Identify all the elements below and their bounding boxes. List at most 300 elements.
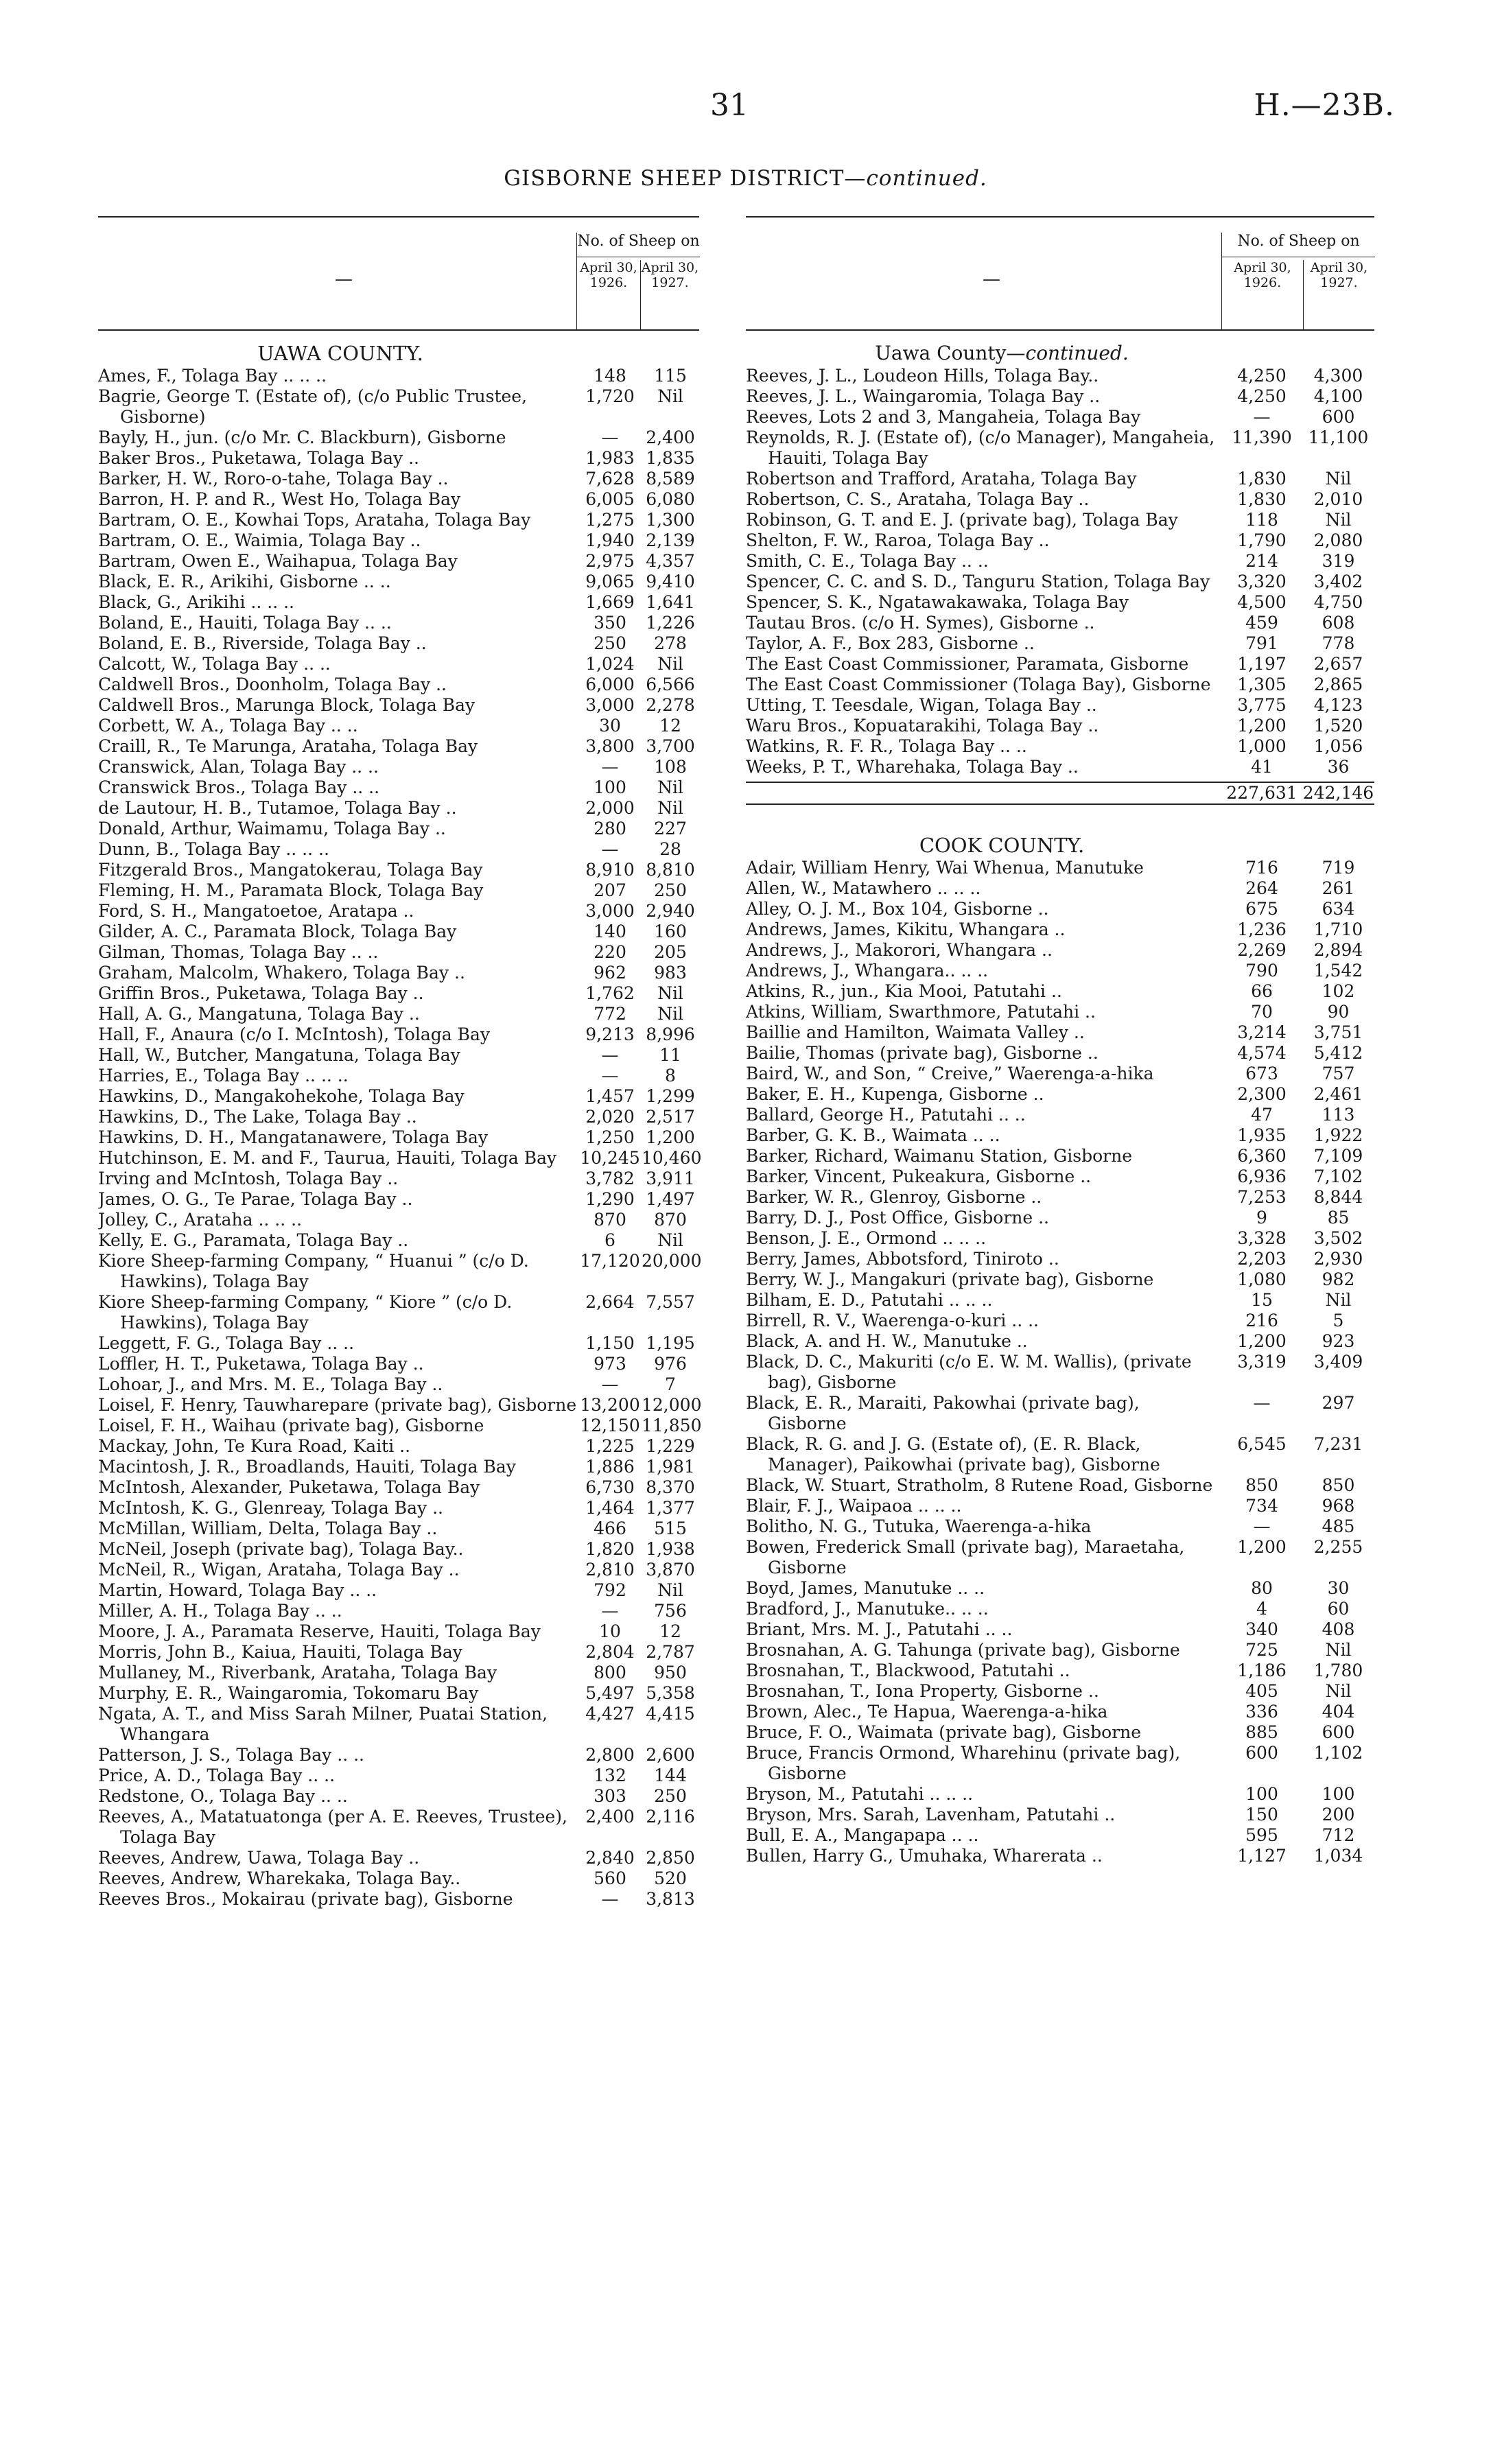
owner-name: Price, A. D., Tolaga Bay .. .. [98, 1765, 336, 1785]
owner-name: Hall, W., Butcher, Mangatuna, Tolaga Bay [98, 1045, 460, 1065]
table-row [746, 386, 1374, 407]
sheep-1927: 719 [1322, 858, 1355, 878]
table-row [98, 551, 699, 572]
owner-name: Graham, Malcolm, Whakero, Tolaga Bay .. [98, 963, 465, 983]
sheep-1926: 1,820 [585, 1539, 635, 1559]
owner-name: Reeves, J. L., Loudeon Hills, Tolaga Bay.. [746, 366, 1099, 386]
sheep-1926: 3,320 [1237, 572, 1287, 591]
table-row [98, 880, 699, 901]
owner-name: Donald, Arthur, Waimamu, Tolaga Bay .. [98, 819, 446, 838]
table-row [746, 757, 1374, 777]
sheep-1927: 485 [1322, 1516, 1355, 1536]
table-row [746, 878, 1374, 899]
sheep-count-label: No. of Sheep on [1237, 233, 1360, 250]
sheep-1927: 950 [654, 1663, 687, 1682]
sheep-1926: 1,127 [1237, 1846, 1287, 1866]
owner-name: Bryson, Mrs. Sarah, Lavenham, Patutahi .. [746, 1805, 1116, 1824]
sheep-1927: 2,010 [1313, 489, 1363, 509]
sheep-1926: 2,000 [585, 798, 635, 818]
sheep-1927: 8 [665, 1066, 676, 1086]
sheep-1926: 673 [1245, 1064, 1278, 1083]
table-row [98, 1745, 699, 1765]
header-dash: — [983, 269, 1000, 290]
owner-name: Moore, J. A., Paramata Reserve, Hauiti, Tolaga Bay [98, 1621, 541, 1641]
sheep-1927: Nil [657, 386, 683, 406]
table-row [746, 1105, 1374, 1125]
owner-name: Ford, S. H., Mangatoetoe, Aratapa .. [98, 901, 414, 921]
sheep-1926: 15 [1251, 1290, 1273, 1310]
owner-name: Irving and McIntosh, Tolaga Bay .. [98, 1169, 399, 1188]
sheep-1926: 3,319 [1237, 1352, 1287, 1372]
sheep-1927: 4,415 [646, 1704, 695, 1724]
owner-name: Taylor, A. F., Box 283, Gisborne .. [746, 633, 1035, 653]
table-row [746, 981, 1374, 1002]
owner-name: Caldwell Bros., Doonholm, Tolaga Bay .. [98, 674, 447, 694]
sheep-1926: 459 [1245, 613, 1278, 633]
owner-name: Reeves, A., Matatuatonga (per A. E. Reeves, Trustee), Tolaga Bay [98, 1807, 567, 1847]
sheep-1926: 9 [1256, 1208, 1267, 1228]
sheep-1927: 2,139 [646, 530, 695, 550]
owner-name: Loffler, H. T., Puketawa, Tolaga Bay .. [98, 1354, 424, 1374]
sheep-1926: 1,186 [1237, 1661, 1287, 1680]
sheep-1927: Nil [657, 1004, 683, 1024]
sheep-1926: 885 [1245, 1722, 1278, 1742]
table-row [746, 551, 1374, 572]
sheep-1926: 214 [1245, 551, 1278, 571]
sheep-1926: 6,360 [1237, 1146, 1287, 1166]
owner-name: Robertson and Trafford, Arataha, Tolaga Bay [746, 469, 1137, 489]
sheep-1927: 7,557 [646, 1292, 695, 1312]
owner-name: Murphy, E. R., Waingaromia, Tokomaru Bay [98, 1683, 479, 1703]
table-row [746, 1311, 1374, 1331]
col-1926: April 30, 1926. [580, 260, 637, 290]
sheep-1927: 1,981 [646, 1457, 695, 1477]
right-table-header [746, 216, 1374, 331]
owner-name: Robinson, G. T. and E. J. (private bag), Tolaga Bay [746, 510, 1178, 530]
sheep-1927: 11 [659, 1045, 681, 1065]
sheep-1927: 520 [654, 1868, 687, 1888]
owner-name: Barker, Vincent, Pukeakura, Gisborne .. [746, 1166, 1092, 1186]
sheep-1927: 634 [1322, 899, 1355, 919]
table-row [746, 1228, 1374, 1249]
sheep-1927: 278 [654, 633, 687, 653]
table-row [98, 1086, 699, 1107]
sheep-1926: 2,840 [585, 1848, 635, 1868]
sheep-1927: Nil [1325, 469, 1352, 489]
sheep-1926: 1,762 [585, 983, 635, 1003]
sheep-1927: Nil [657, 1580, 683, 1600]
left-column [98, 216, 702, 1910]
owner-name: Dunn, B., Tolaga Bay .. .. .. [98, 839, 329, 859]
table-row [98, 530, 699, 551]
sheep-1926: — [601, 839, 619, 859]
sheep-1926: 6 [604, 1230, 615, 1250]
sheep-1926: — [601, 1889, 619, 1909]
table-row [746, 1352, 1374, 1393]
sheep-1927: 8,589 [646, 469, 695, 489]
owner-name: Shelton, F. W., Raroa, Tolaga Bay .. [746, 530, 1050, 550]
owner-name: de Lautour, H. B., Tutamoe, Tolaga Bay .. [98, 798, 457, 818]
sheep-1927: 113 [1322, 1105, 1355, 1125]
table-row [98, 819, 699, 839]
table-row [98, 1045, 699, 1066]
owner-name: Gilder, A. C., Paramata Block, Tolaga Bay [98, 922, 457, 941]
owner-name: Spencer, C. C. and S. D., Tanguru Station, Tolaga Bay [746, 572, 1210, 591]
owner-name: Bartram, Owen E., Waihapua, Tolaga Bay [98, 551, 458, 571]
owner-name: Jolley, C., Arataha .. .. .. [98, 1210, 303, 1230]
table-row [98, 1477, 699, 1498]
table-row [746, 1393, 1374, 1434]
section-continued: continued. [1025, 342, 1129, 364]
owner-name: Hutchinson, E. M. and F., Taurua, Hauiti, Tolaga Bay [98, 1148, 557, 1168]
owner-name: Harries, E., Tolaga Bay .. .. .. [98, 1066, 349, 1086]
owner-name: Calcott, W., Tolaga Bay .. .. [98, 654, 331, 674]
sheep-1926: 207 [594, 880, 626, 900]
col-1927: April 30, 1927. [641, 260, 699, 290]
sheep-1927: 757 [1322, 1064, 1355, 1083]
sheep-1927: 968 [1322, 1496, 1355, 1516]
sheep-1927: 4,100 [1313, 386, 1363, 406]
sheep-1927: 1,299 [646, 1086, 695, 1106]
sheep-1927: 1,641 [646, 592, 695, 612]
table-row [98, 469, 699, 489]
table-row [746, 736, 1374, 757]
sheep-count-header [576, 233, 700, 329]
owner-name: Hall, F., Anaura (c/o I. McIntosh), Tolaga Bay [98, 1024, 490, 1044]
sheep-1926: 80 [1251, 1578, 1273, 1598]
sheep-1926: 2,300 [1237, 1084, 1287, 1104]
owner-name: Ballard, George H., Patutahi .. .. [746, 1105, 1026, 1125]
table-row [746, 1702, 1374, 1722]
owner-name: Andrews, J., Makorori, Whangara .. [746, 940, 1053, 960]
table-row [98, 489, 699, 510]
sheep-1926: 47 [1251, 1105, 1273, 1125]
table-row [746, 1269, 1374, 1290]
table-row [98, 1786, 699, 1807]
sheep-1927: 1,542 [1313, 961, 1363, 981]
table-row [98, 613, 699, 633]
sheep-1927: 1,102 [1313, 1743, 1363, 1763]
table-row [98, 1683, 699, 1704]
sheep-1926: 3,000 [585, 901, 635, 921]
owner-name: Baird, W., and Son, “ Creive,” Waerenga-a-hika [746, 1064, 1154, 1083]
sheep-1926: 466 [594, 1518, 626, 1538]
sheep-1926: 6,936 [1237, 1166, 1287, 1186]
sheep-1926: 30 [599, 716, 621, 736]
sheep-1927: 2,657 [1313, 654, 1363, 674]
sheep-1926: 1,200 [1237, 1331, 1287, 1351]
sheep-1927: 1,710 [1313, 919, 1363, 939]
sheep-1927: 20,000 [642, 1251, 702, 1271]
sheep-1927: 2,255 [1313, 1537, 1363, 1557]
spacer [746, 805, 1374, 832]
owner-name: Lohoar, J., and Mrs. M. E., Tolaga Bay .. [98, 1374, 443, 1394]
owner-name: Mackay, John, Te Kura Road, Kaiti .. [98, 1436, 411, 1456]
sheep-1926: 2,664 [585, 1292, 635, 1312]
sheep-1927: 100 [1322, 1784, 1355, 1804]
owner-name: Caldwell Bros., Marunga Block, Tolaga Bay [98, 695, 476, 715]
sheep-1926: 1,225 [585, 1436, 635, 1456]
sheep-1926: 3,800 [585, 736, 635, 756]
sheep-1927: 6,080 [646, 489, 695, 509]
table-row [746, 1022, 1374, 1043]
owner-name: Bayly, H., jun. (c/o Mr. C. Blackburn), Gisborne [98, 427, 506, 447]
sheep-1927: 2,116 [646, 1807, 695, 1827]
table-row [98, 1663, 699, 1683]
sheep-1926: 1,275 [585, 510, 635, 530]
sheep-1927: 4,123 [1313, 695, 1363, 715]
sheep-1926: 10 [599, 1621, 621, 1641]
section-heading-uawa-continued [746, 342, 1374, 364]
total-row [746, 782, 1374, 805]
sheep-1926: 100 [594, 777, 626, 797]
owner-name: The East Coast Commissioner, Paramata, Gisborne [746, 654, 1189, 674]
table-row [746, 695, 1374, 716]
sheep-1926: 1,935 [1237, 1125, 1287, 1145]
owner-name: Bartram, O. E., Waimia, Tolaga Bay .. [98, 530, 421, 550]
sheep-1926: 725 [1245, 1640, 1278, 1660]
sheep-1927: 11,850 [642, 1416, 702, 1435]
sheep-1926: 2,810 [585, 1560, 635, 1580]
sheep-1926: 336 [1245, 1702, 1278, 1722]
owner-name: Barker, Richard, Waimanu Station, Gisborne [746, 1146, 1132, 1166]
table-row [746, 674, 1374, 695]
sheep-1926: — [601, 1045, 619, 1065]
sheep-1926: 3,782 [585, 1169, 635, 1188]
owner-name: Bowen, Frederick Small (private bag), Maraetaha, Gisborne [746, 1537, 1185, 1577]
sheep-1926: 150 [1245, 1805, 1278, 1824]
sheep-1927: Nil [1325, 510, 1352, 530]
sheep-1927: 261 [1322, 878, 1355, 898]
owner-name: Black, E. R., Arikihi, Gisborne .. .. [98, 572, 391, 591]
sheep-1926: 148 [594, 366, 626, 386]
sheep-1927: 2,461 [1313, 1084, 1363, 1104]
sheep-1927: 115 [654, 366, 687, 386]
sheep-1927: 144 [654, 1765, 687, 1785]
sheep-1926: 264 [1245, 878, 1278, 898]
table-row [746, 510, 1374, 530]
table-row [98, 798, 699, 819]
sheep-1927: 712 [1322, 1825, 1355, 1845]
table-row [98, 1539, 699, 1560]
sheep-1927: 2,940 [646, 901, 695, 921]
table-row [98, 695, 699, 716]
sheep-1927: 160 [654, 922, 687, 941]
owner-name: McNeil, R., Wigan, Arataha, Tolaga Bay .. [98, 1560, 460, 1580]
sheep-1927: 870 [654, 1210, 687, 1230]
table-row [98, 1395, 702, 1416]
sheep-1927: 250 [654, 880, 687, 900]
sheep-1927: 3,700 [646, 736, 695, 756]
owner-name: Blair, F. J., Waipaoa .. .. .. [746, 1496, 962, 1516]
sheep-1927: 923 [1322, 1331, 1355, 1351]
table-row [98, 716, 699, 736]
table-row [98, 839, 699, 860]
sheep-1927: 7 [665, 1374, 676, 1394]
owner-name: Black, G., Arikihi .. .. .. [98, 592, 294, 612]
owner-name: Barron, H. P. and R., West Ho, Tolaga Bay [98, 489, 461, 509]
owner-name: Loisel, F. H., Waihau (private bag), Gisborne [98, 1416, 484, 1435]
sheep-1926: 405 [1245, 1681, 1278, 1701]
table-row [746, 654, 1374, 674]
sheep-1927: 1,377 [646, 1498, 695, 1518]
sheep-1927: 1,497 [646, 1189, 695, 1209]
owner-name: Brosnahan, T., Iona Property, Gisborne .. [746, 1681, 1099, 1701]
owner-name: Reynolds, R. J. (Estate of), (c/o Manager), Mangaheia, Hauiti, Tolaga Bay [746, 427, 1215, 468]
sheep-1927: 1,938 [646, 1539, 695, 1559]
owner-name: Hawkins, D. H., Mangatanawere, Tolaga Bay [98, 1127, 489, 1147]
sheep-1926: 1,197 [1237, 654, 1287, 674]
owner-name: Tautau Bros. (c/o H. Symes), Gisborne .. [746, 613, 1095, 633]
table-row [98, 1169, 699, 1189]
sheep-1927: 7,109 [1313, 1146, 1363, 1166]
sheep-1927: 982 [1322, 1269, 1355, 1289]
table-row [746, 1516, 1374, 1537]
sheep-1927: Nil [657, 983, 683, 1003]
page-number: 31 [710, 88, 749, 123]
owner-name: Corbett, W. A., Tolaga Bay .. .. [98, 716, 358, 736]
table-row [98, 983, 699, 1004]
sheep-1927: 515 [654, 1518, 687, 1538]
sheep-1926: 1,983 [585, 448, 635, 468]
sheep-1927: 28 [659, 839, 681, 859]
title-main: GISBORNE SHEEP DISTRICT— [504, 166, 867, 191]
owner-name: Barker, W. R., Glenroy, Gisborne .. [746, 1187, 1042, 1207]
sheep-1927: 8,844 [1313, 1187, 1363, 1207]
sheep-1927: 6,566 [646, 674, 695, 694]
owner-name: Smith, C. E., Tolaga Bay .. .. [746, 551, 989, 571]
sheep-1926: 9,065 [585, 572, 635, 591]
sheep-1926: 600 [1245, 1743, 1278, 1763]
sheep-1926: 9,213 [585, 1024, 635, 1044]
sheep-1926: 4,574 [1237, 1043, 1287, 1063]
sheep-1926: 4,427 [585, 1704, 635, 1724]
owner-name: The East Coast Commissioner (Tolaga Bay), Gisborne [746, 674, 1211, 694]
owner-name: Bradford, J., Manutuke.. .. .. [746, 1599, 989, 1619]
owner-name: Craill, R., Te Marunga, Arataha, Tolaga Bay [98, 736, 478, 756]
owner-name: Bolitho, N. G., Tutuka, Waerenga-a-hika [746, 1516, 1092, 1536]
sheep-1926: 1,790 [1237, 530, 1287, 550]
table-row [98, 654, 699, 674]
sheep-1926: 7,628 [585, 469, 635, 489]
right-column [746, 216, 1374, 1866]
sheep-1926: 66 [1251, 981, 1273, 1001]
sheep-1927: 205 [654, 942, 687, 962]
owner-name: Andrews, James, Kikitu, Whangara .. [746, 919, 1066, 939]
table-row [746, 633, 1374, 654]
table-row [98, 366, 699, 386]
table-row [98, 1848, 699, 1868]
sheep-1927: Nil [657, 1230, 683, 1250]
sheep-1927: 319 [1322, 551, 1355, 571]
owner-name: Berry, James, Abbotsford, Tiniroto .. [746, 1249, 1059, 1269]
sheep-1927: 1,056 [1313, 736, 1363, 756]
table-row [98, 1621, 699, 1642]
sheep-1927: 36 [1327, 757, 1350, 777]
sheep-1927: Nil [657, 777, 683, 797]
sheep-1926: — [601, 1374, 619, 1394]
table-row [746, 1146, 1374, 1166]
table-row [98, 1127, 699, 1148]
owner-name: Morris, John B., Kaiua, Hauiti, Tolaga Bay [98, 1642, 462, 1662]
owner-name: Bruce, F. O., Waimata (private bag), Gisborne [746, 1722, 1142, 1742]
table-row [746, 1208, 1374, 1228]
sheep-1926: 1,464 [585, 1498, 635, 1518]
table-row [746, 1578, 1374, 1599]
sheep-1926: 8,910 [585, 860, 635, 880]
sheep-1926: 3,214 [1237, 1022, 1287, 1042]
table-row [746, 1784, 1374, 1805]
table-row [98, 1230, 699, 1251]
table-row [98, 1498, 699, 1518]
sheep-1927: 250 [654, 1786, 687, 1806]
sheep-1926: 17,120 [580, 1251, 640, 1271]
owner-name: Reeves, J. L., Waingaromia, Tolaga Bay .. [746, 386, 1101, 406]
owner-name: Bryson, M., Patutahi .. .. .. [746, 1784, 974, 1804]
sheep-1926: 1,080 [1237, 1269, 1287, 1289]
table-row [746, 1249, 1374, 1269]
sheep-1927: 2,894 [1313, 940, 1363, 960]
sheep-1927: 297 [1322, 1393, 1355, 1413]
owner-name: James, O. G., Te Parae, Tolaga Bay .. [98, 1189, 413, 1209]
table-row [746, 572, 1374, 592]
owner-name: Bagrie, George T. (Estate of), (c/o Public Trustee, Gisborne) [98, 386, 528, 427]
sheep-1927: 1,922 [1313, 1125, 1363, 1145]
sheep-1926: 595 [1245, 1825, 1278, 1845]
section-heading-uawa: UAWA COUNTY. [257, 342, 423, 365]
sheep-1926: 12,150 [580, 1416, 640, 1435]
sheep-1926: 2,804 [585, 1642, 635, 1662]
sheep-1927: Nil [1325, 1640, 1352, 1660]
table-row [98, 1354, 699, 1374]
owner-name: Kiore Sheep-farming Company, “ Kiore ” (c/o D. Hawkins), Tolaga Bay [98, 1292, 513, 1333]
table-row [98, 386, 699, 427]
section-heading-cook: COOK COUNTY. [919, 834, 1085, 857]
sheep-1926: 13,200 [580, 1395, 640, 1415]
table-row [98, 572, 699, 592]
owner-name: Barry, D. J., Post Office, Gisborne .. [746, 1208, 1050, 1228]
sheep-1927: 200 [1322, 1805, 1355, 1824]
sheep-1926: 734 [1245, 1496, 1278, 1516]
owner-name: Berry, W. J., Mangakuri (private bag), Gisborne [746, 1269, 1154, 1289]
sheep-1926: 10,245 [580, 1148, 640, 1168]
sheep-1926: 5,497 [585, 1683, 635, 1703]
owner-name: Hall, A. G., Mangatuna, Tolaga Bay .. [98, 1004, 420, 1024]
table-row [98, 1066, 699, 1086]
table-row [98, 448, 699, 469]
sheep-1926: 1,940 [585, 530, 635, 550]
sheep-1926: 41 [1251, 757, 1273, 777]
owner-name: Adair, William Henry, Wai Whenua, Manutuke [746, 858, 1144, 878]
sheep-1926: 6,730 [585, 1477, 635, 1497]
sheep-1926: 772 [594, 1004, 626, 1024]
table-row [98, 1004, 699, 1024]
table-row [746, 1496, 1374, 1516]
owner-name: McIntosh, Alexander, Puketawa, Tolaga Bay [98, 1477, 480, 1497]
owner-name: Reeves Bros., Mokairau (private bag), Gisborne [98, 1889, 513, 1909]
sheep-1926: 560 [594, 1868, 626, 1888]
table-row [98, 757, 699, 777]
sheep-1927: 102 [1322, 981, 1355, 1001]
sheep-1927: 7,231 [1313, 1434, 1363, 1454]
sheep-count-header [1221, 233, 1375, 329]
sheep-1926: — [1253, 1393, 1271, 1413]
table-row [746, 489, 1374, 510]
owner-name: Barker, H. W., Roro-o-tahe, Tolaga Bay .. [98, 469, 449, 489]
table-row [746, 1619, 1374, 1640]
sheep-1926: 100 [1245, 1784, 1278, 1804]
sheep-1926: 132 [594, 1765, 626, 1785]
